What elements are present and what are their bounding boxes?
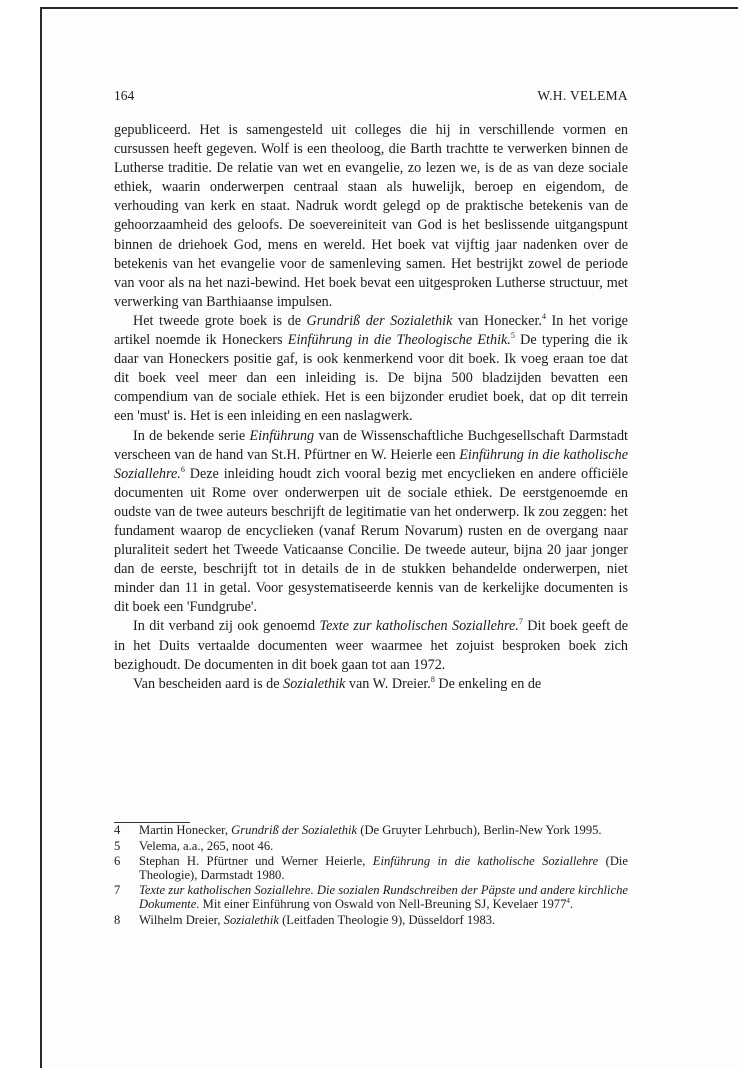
text-run: Deze inleiding houdt zich vooral bezig met encyclieken en andere officiële documenten uit Rome over onderwerpen uit de sociale ethiek. De eerstgenoemde en oudste van de twee auteurs beschrijft de legitimatie van het onderwerp. Ik zou zeggen: het fundament waarop de encyclieken (vanaf Rerum Novarum) rusten en de overgang naar pluraliteit sedert het Tweede Vaticaanse Concilie. De tweede auteur, bijna 20 jaar jonger dan de eerste, beschrijft tot in details de in de stukken behandelde onderwerpen, niet minder dan 11 in getal. Voor gesystematiseerde kennis van de kerkelijke documenten is dit boek een 'Fundgrube'. — [114, 465, 628, 616]
text-run: gepubliceerd. Het is samengesteld uit colleges die hij in verschillende vormen en cursussen heeft gegeven. Wolf is een theoloog, die Barth trachtte te verwerken binnen de Lutherse traditie. De relatie van wet en evangelie, zo lezen we, is de as van deze sociale ethiek, waarin onderwerpen centraal staan als huwelijk, beroep en eigendom, de verhouding van kerk en staat. Nadruk wordt gelegd op de praktische betekenis van de gehoorzaamheid des geloofs. De soevereiniteit van God is het beslissende uitgangspunt binnen de driehoek God, mens en wereld. Het boek vat vijftig jaar nadenken over de betekenis van het evangelie voor de samenleving samen. Het bestrijkt zowel de periode van voor als na het nazi-bewind. Het boek bevat een uitgesproken Lutherse structuur, met verwerking van Barthiaanse impulsen. — [114, 122, 628, 310]
footnote-text — [139, 883, 628, 911]
text-run: van W. Dreier. — [345, 675, 431, 692]
text-run: Stephan H. Pfürtner und Werner Heierle, — [139, 854, 373, 869]
footnote-number: 6 — [114, 854, 121, 869]
text-run: Van bescheiden aard is de — [133, 675, 284, 692]
italic-title: Einführung in die katholische Soziallehre — [372, 854, 599, 869]
page-number: 164 — [114, 88, 135, 103]
text-run: (De Gruyter Lehrbuch), Berlin-New York 1995. — [357, 823, 602, 837]
footnote-ref: 6 — [180, 464, 185, 474]
footnote — [114, 840, 628, 854]
italic-title: Sozialethik — [283, 675, 346, 692]
italic-title: Sozialethik — [223, 912, 279, 927]
footnote — [114, 884, 628, 911]
italic-title: Texte zur katholischen Soziallehre. Die sozialen Rundschreiben der Päpste und andere kirchliche Dokumente. — [139, 883, 628, 911]
footnote-ref: 5 — [510, 331, 515, 341]
text-run: Mit einer Einführung von Oswald von Nell-Breuning SJ, Kevelaer 1977 — [199, 896, 567, 911]
paragraph — [114, 427, 628, 618]
italic-title: Einführung in die katholische Soziallehre. — [114, 446, 628, 482]
paragraph — [114, 617, 628, 674]
footnote-text — [139, 823, 602, 837]
footnote-number: 8 — [114, 912, 121, 927]
italic-title: Grundriß der Sozialethik — [231, 823, 358, 837]
text-run: . — [569, 896, 574, 911]
text-run: In de bekende serie — [133, 427, 250, 444]
paragraph — [114, 675, 628, 694]
italic-title: Einführung — [249, 427, 315, 444]
footnote-number: 7 — [114, 883, 121, 898]
running-head-author: W.H. VELEMA — [537, 88, 628, 103]
paragraph — [114, 312, 628, 427]
italic-title: Einführung in die Theologische Ethik. — [287, 332, 511, 349]
text-run: Wilhelm Dreier, — [139, 912, 224, 927]
footnote-number: 5 — [114, 838, 121, 853]
text-run: (Leitfaden Theologie 9), Düsseldorf 1983. — [278, 912, 496, 927]
text-run: van Honecker. — [452, 312, 542, 329]
text-run: In dit verband zij ook genoemd — [133, 618, 320, 635]
italic-title: Grundriß der Sozialethik — [306, 312, 453, 329]
text-run: Velema, a.a., 265, noot 46. — [139, 838, 274, 853]
footnote-ref: 7 — [518, 617, 523, 627]
italic-title: Texte zur katholischen Soziallehre. — [319, 618, 519, 635]
footnote — [114, 914, 628, 928]
footnote — [114, 855, 628, 882]
footnote-ref: 8 — [430, 674, 435, 684]
text-run: van de Wissenschaftliche Buchgesellschaft Darmstadt verscheen van de hand van St.H. Pfürtner en W. Heierle een — [114, 427, 628, 463]
body-text — [114, 121, 628, 694]
footnote-number: 4 — [114, 823, 121, 837]
footnote-text — [139, 839, 273, 853]
text-run: De typering die ik daar van Honeckers positie gaf, is ook kenmerkend voor dit boek. Ik voeg eraan toe dat dit boek veel meer dan een inleiding is. De bijna 500 bladzijden bevatten een compendium van de sociale ethiek. Het is een bijzonder erudiet boek, dat op dit terrein een 'must' is. Het is een inleiding en een naslagwerk. — [114, 332, 628, 425]
scan-edge-top — [40, 7, 738, 9]
footnotes — [114, 824, 628, 929]
scan-edge-left — [40, 7, 42, 1068]
text-run: De enkeling en de — [434, 675, 542, 692]
text-run: (Die Theologie), Darmstadt 1980. — [139, 854, 629, 882]
footnote-ref: 4 — [541, 311, 546, 321]
footnote-text — [139, 913, 495, 927]
text-run: Dit boek geeft de in het Duits vertaalde documenten weer waarmee het zojuist besproken boek zich bezighoudt. De documenten in dit boek gaan tot aan 1972. — [114, 618, 629, 673]
footnote — [114, 824, 628, 838]
text-run: Martin Honecker, — [139, 823, 232, 837]
footnote-ref: 4 — [566, 896, 570, 905]
footnote-text — [139, 854, 628, 882]
text-run: Het tweede grote boek is de — [133, 312, 307, 329]
paragraph — [114, 121, 628, 312]
text-run: In het vorige artikel noemde ik Honeckers — [114, 312, 628, 349]
